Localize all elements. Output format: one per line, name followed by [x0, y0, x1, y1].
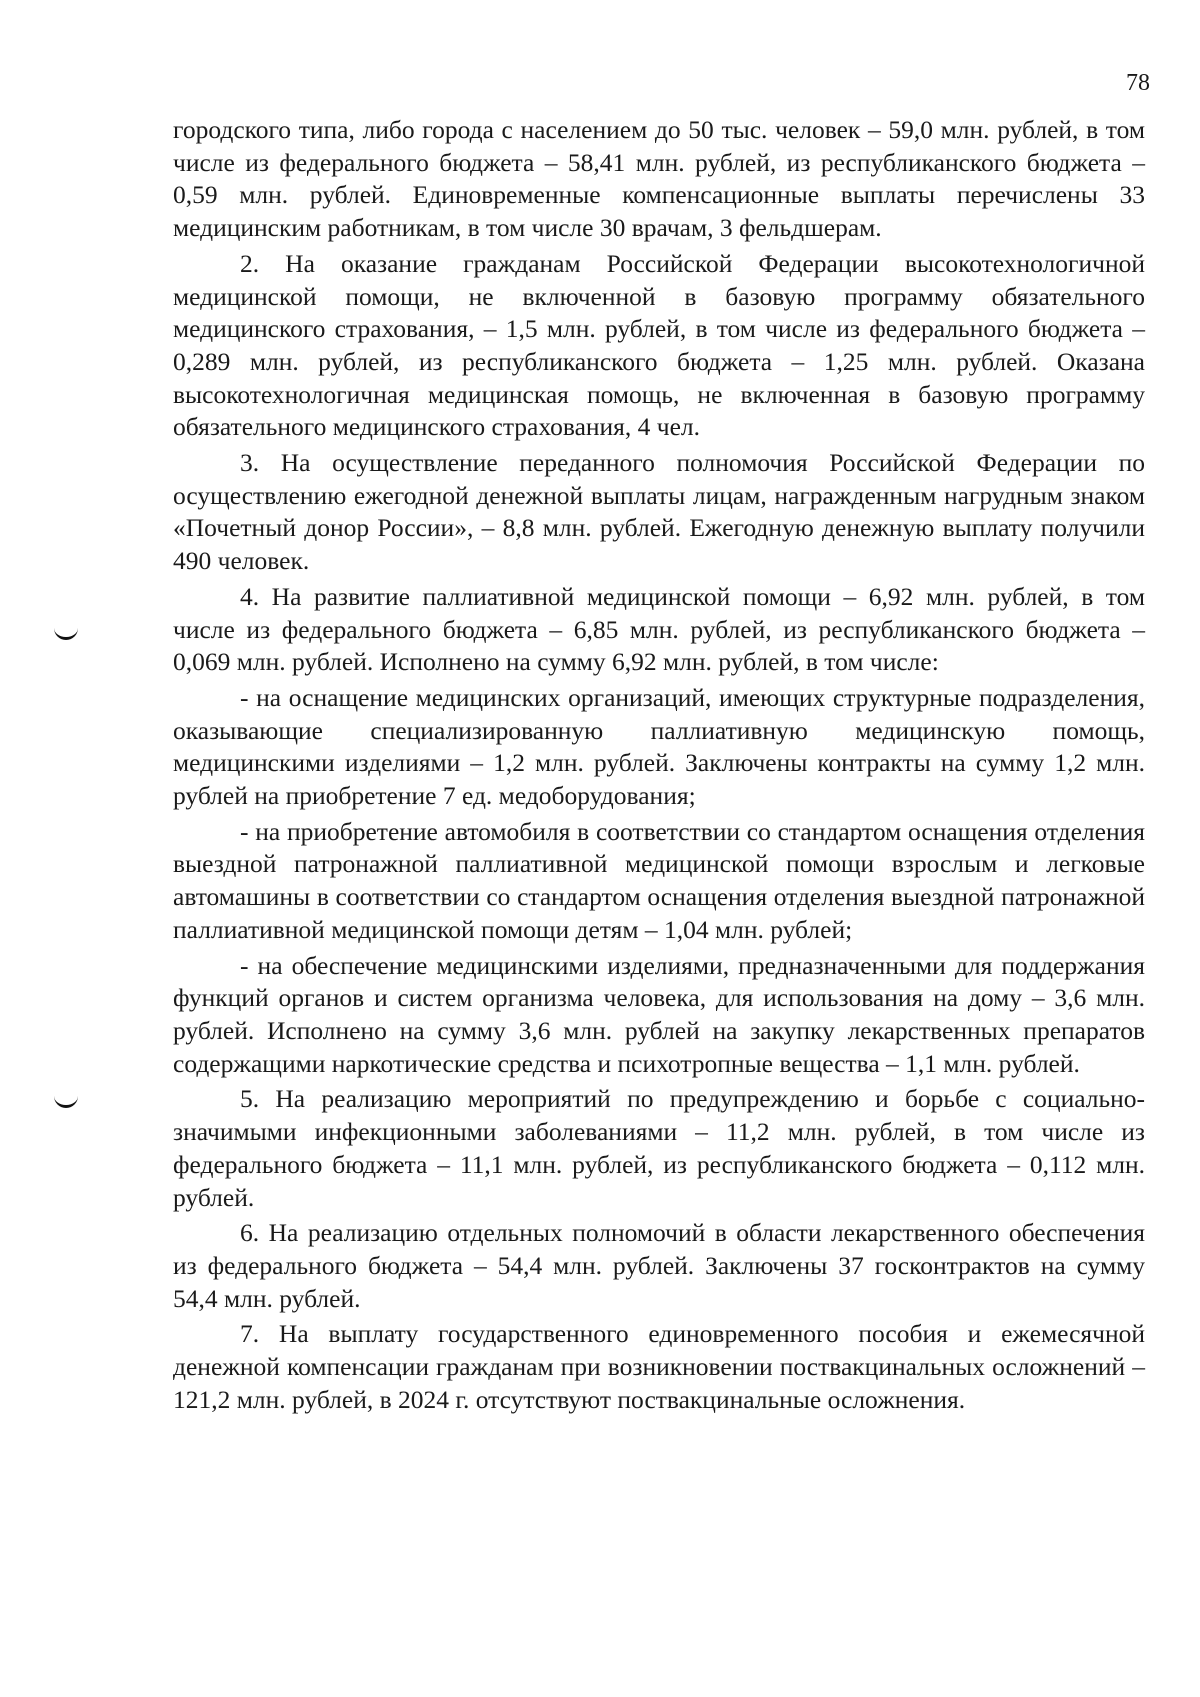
paragraph-item-6: 6. На реализацию отдельных полномочий в области лекарственного обеспечения из федерального бюджета – 54,4 млн. рублей. Заключены 37 госконтрактов на сумму 54,4 млн. рублей. [173, 1218, 1145, 1313]
paragraph-item-4: 4. На развитие паллиативной медицинской помощи – 6,92 млн. рублей, в том числе из федерального бюджета – 6,85 млн. рублей, из республиканского бюджета – 0,069 млн. рублей. Исполнено на сумму 6,92 млн. рублей, в том числе: [173, 581, 1145, 677]
paragraph-subitem-medical-devices: - на обеспечение медицинскими изделиями, предназначенными для поддержания функций органов и систем организма человека, для использования на дому – 3,6 млн. рублей. Исполнено на сумму 3,6 млн. рублей на закупку лекарственных препаратов содержащими наркотические средства и психотропные вещества – 1,1 млн. рублей. [173, 950, 1145, 1078]
scan-margin-mark [54, 1095, 78, 1108]
paragraph-item-2: 2. На оказание гражданам Российской Федерации высокотехнологичной медицинской помощи, не включенной в базовую программу обязательного медицинского страхования, – 1,5 млн. рублей, в том числе из федерального бюджета – 0,289 млн. рублей, из республиканского бюджета – 1,25 млн. рублей. Оказана высокотехнологичная медицинская помощь, не включенная в базовую программу обязательного медицинского страхования, 4 чел. [173, 248, 1145, 442]
document-body [173, 114, 1145, 1419]
paragraph-continuation: городского типа, либо города с населением до 50 тыс. человек – 59,0 млн. рублей, в том числе из федерального бюджета – 58,41 млн. рублей, из республиканского бюджета – 0,59 млн. рублей. Единовременные компенсационные выплаты перечислены 33 медицинским работникам, в том числе 30 врачам, 3 фельдшерам. [173, 115, 1145, 243]
paragraph-subitem-vehicles: - на приобретение автомобиля в соответствии со стандартом оснащения отделения выездной патронажной паллиативной медицинской помощи взрослым и легковые автомашины в соответствии со стандартом оснащения отделения выездной патронажной паллиативной медицинской помощи детям – 1,04 млн. рублей; [173, 816, 1145, 944]
page-number: 78 [1126, 70, 1150, 96]
paragraph-item-7: 7. На выплату государственного единовременного пособия и ежемесячной денежной компенсации гражданам при возникновении поствакцинальных осложнений – 121,2 млн. рублей, в 2024 г. отсутствуют поствакцинальные осложнения. [173, 1319, 1145, 1414]
paragraph-subitem-equipment: - на оснащение медицинских организаций, имеющих структурные подразделения, оказывающие специализированную паллиативную медицинскую помощь, медицинскими изделиями – 1,2 млн. рублей. Заключены контракты на сумму 1,2 млн. рублей на приобретение 7 ед. медоборудования; [173, 682, 1145, 811]
paragraph-item-3: 3. На осуществление переданного полномочия Российской Федерации по осуществлению ежегодной денежной выплаты лицам, награжденным нагрудным знаком «Почетный донор России», – 8,8 млн. рублей. Ежегодную денежную выплату получили 490 человек. [173, 448, 1145, 576]
paragraph-item-5: 5. На реализацию мероприятий по предупреждению и борьбе с социально-значимыми инфекционными заболеваниями – 11,2 млн. рублей, в том числе из федерального бюджета – 11,1 млн. рублей, из республиканского бюджета – 0,112 млн. рублей. [173, 1084, 1145, 1212]
scan-margin-mark [54, 627, 78, 640]
